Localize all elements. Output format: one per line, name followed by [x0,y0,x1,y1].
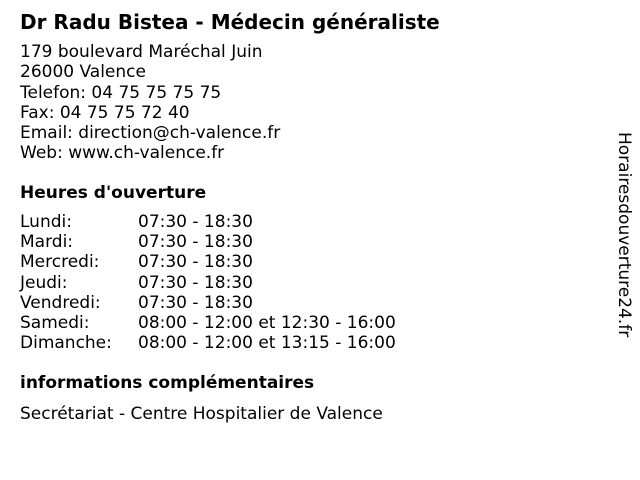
day-label: Lundi: [20,212,72,232]
day-label: Mercredi: [20,252,100,273]
phone-line: Telefon: 04 75 75 75 75 [20,82,222,103]
day-label: Vendredi: [20,292,101,313]
time-range: 07:30 - 18:30 [138,252,253,273]
time-range: 07:30 - 18:30 [138,212,253,232]
time-range: 07:30 - 18:30 [138,272,253,293]
contact-block [20,42,280,164]
address-city: 26000 Valence [20,62,146,83]
fax-line: Fax: 04 75 75 72 40 [20,102,190,123]
day-label: Mardi: [20,232,74,253]
info-heading: informations complémentaires [20,373,315,393]
address-street: 179 boulevard Maréchal Juin [20,42,263,62]
day-label: Jeudi: [20,272,68,293]
time-range: 07:30 - 18:30 [138,292,253,313]
site-watermark: Horairesdouverture24.fr [614,132,634,338]
hours-heading: Heures d'ouverture [20,183,207,203]
time-range: 08:00 - 12:00 et 13:15 - 16:00 [138,333,396,354]
page-title: Dr Radu Bistea - Médecin généraliste [20,10,440,34]
web-line: Web: www.ch-valence.fr [20,143,225,164]
info-text: Secrétariat - Centre Hospitalier de Valence [20,404,383,424]
time-range: 08:00 - 12:00 et 12:30 - 16:00 [138,312,396,333]
time-range: 07:30 - 18:30 [138,232,253,253]
day-label: Dimanche: [20,333,112,354]
day-label: Samedi: [20,312,90,333]
email-line: Email: direction@ch-valence.fr [20,123,281,144]
